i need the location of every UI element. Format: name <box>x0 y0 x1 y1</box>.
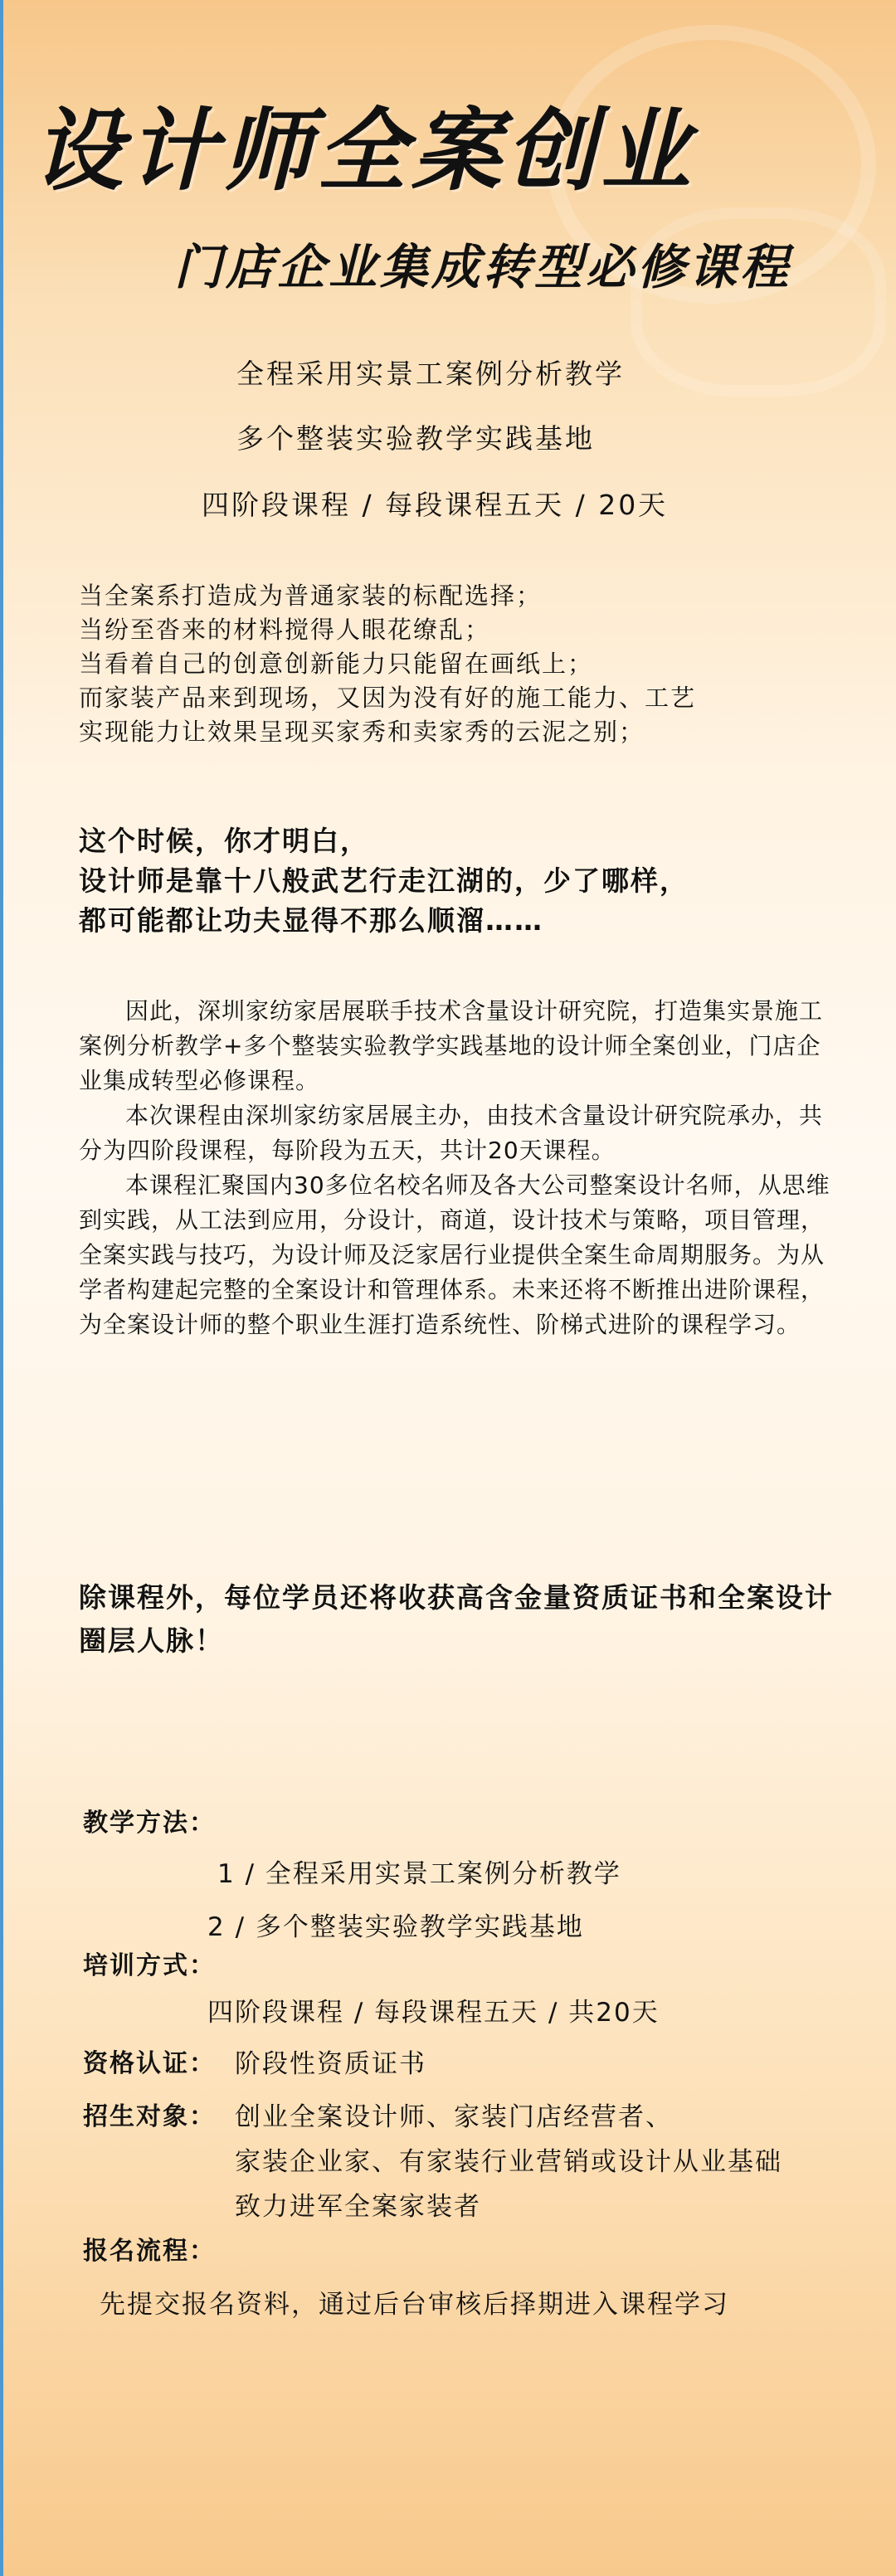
signup-label: 报名流程： <box>83 2237 216 2266</box>
callout-line: 这个时候，你才明白， <box>79 825 369 857</box>
target-line: 家装企业家、有家装行业营销或设计从业基础 <box>235 2147 782 2177</box>
highlight-3: 四阶段课程 / 每段课程五天 / 20天 <box>202 489 669 521</box>
intro-line: 而家装产品来到现场，又因为没有好的施工能力、工艺 <box>79 684 697 712</box>
callout-line: 都可能都让功夫显得不那么顺溜…… <box>79 904 543 937</box>
paragraph: 本课程汇聚国内30多位名校名师及各大公司整案设计名师，从思维到实践，从工法到应用，分设计，商道，设计技术与策略，项目管理，全案实践与技巧，为设计师及泛家居行业提供全案生命周期服务。为从学者构建起完整的全案设计和管理体系。未来还将不断推出进阶课程，为全案设计师的整个职业生涯打造系统性、阶梯式进阶的课程学习。 <box>79 1171 830 1338</box>
training-label: 培训方式： <box>83 1951 216 1980</box>
training-value: 四阶段课程 / 每段课程五天 / 共20天 <box>207 1998 660 2028</box>
callout-block <box>79 821 842 941</box>
cert-label: 资格认证： <box>83 2049 216 2078</box>
intro-block <box>79 579 842 749</box>
intro-line: 当看着自己的创意创新能力只能留在画纸上； <box>79 650 594 678</box>
page-title: 设计师全案创业 <box>33 100 696 203</box>
method-item-2: 2 / 多个整装实验教学实践基地 <box>207 1912 584 1942</box>
intro-line: 实现能力让效果呈现买家秀和卖家秀的云泥之别； <box>79 718 645 746</box>
intro-line: 当全案系打造成为普通家装的标配选择； <box>79 582 543 610</box>
intro-line: 当纷至沓来的材料搅得人眼花缭乱； <box>79 616 491 644</box>
highlight-1: 全程采用实景工案例分析教学 <box>236 358 625 390</box>
method-label: 教学方法： <box>83 1809 216 1838</box>
page-subtitle: 门店企业集成转型必修课程 <box>174 239 792 295</box>
cert-value: 阶段性资质证书 <box>235 2049 426 2079</box>
left-edge-strip <box>0 0 3 2576</box>
target-label: 招生对象： <box>83 2102 216 2131</box>
target-line: 致力进军全案家装者 <box>235 2192 481 2222</box>
bonus-text: 除课程外，每位学员还将收获高含金量资质证书和全案设计圈层人脉！ <box>79 1581 834 1657</box>
target-line: 创业全案设计师、家装门店经营者、 <box>235 2102 673 2132</box>
method-item-1: 1 / 全程采用实景工案例分析教学 <box>217 1859 621 1889</box>
callout-line: 设计师是靠十八般武艺行走江湖的，少了哪样， <box>79 864 689 897</box>
paragraph: 因此，深圳家纺家居展联手技术含量设计研究院，打造集实景施工案例分析教学+多个整装实验教学实践基地的设计师全案创业，门店企业集成转型必修课程。 <box>79 997 824 1094</box>
description-block <box>79 994 842 1342</box>
paragraph: 本次课程由深圳家纺家居展主办，由技术含量设计研究院承办，共分为四阶段课程，每阶段为五天，共计20天课程。 <box>79 1102 824 1164</box>
highlight-2: 多个整装实验教学实践基地 <box>236 422 595 455</box>
signup-value: 先提交报名资料，通过后台审核后择期进入课程学习 <box>100 2290 729 2320</box>
